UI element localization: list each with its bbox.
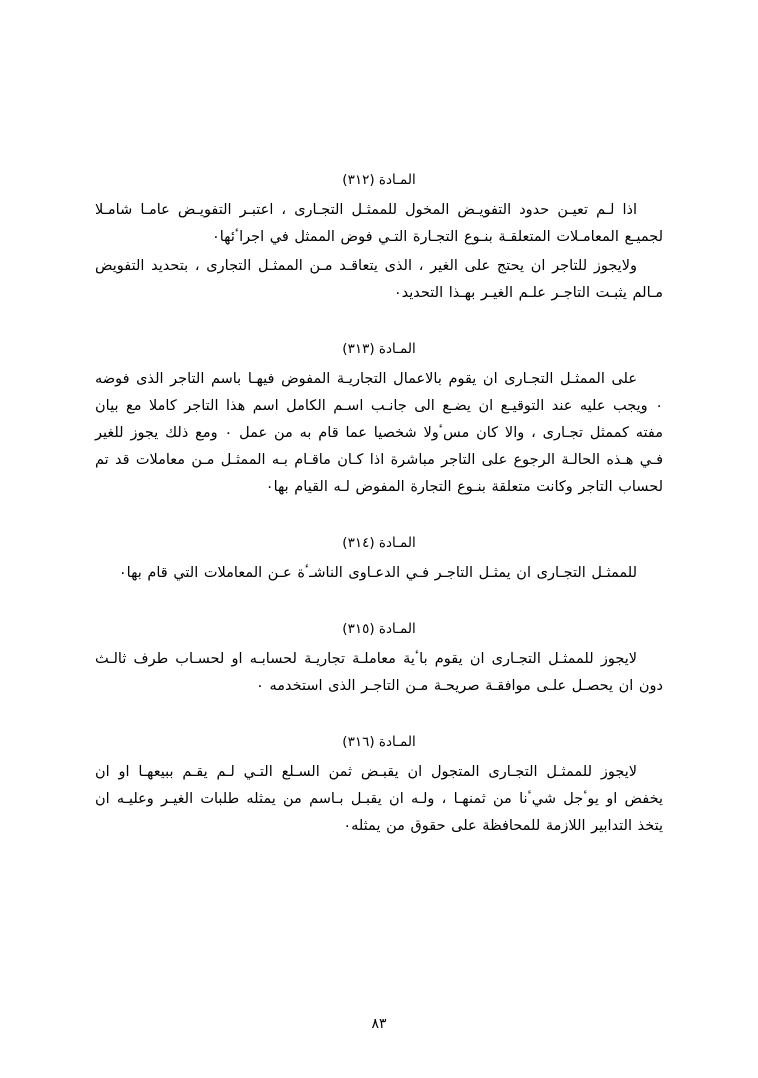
page-number: ٨٣ [371, 1016, 387, 1032]
article-paragraph: ولايجوز للتاجر ان يحتج على الغير ، الذى يتعاقـد مـن الممثـل التجارى ، بتحديد التفويض مـالم يثبـت التاجـر علـم الغيـر بهـذا التحديد٠ [95, 258, 663, 301]
article-heading: المـادة (٣١٢) [342, 172, 416, 188]
article-heading: المـادة (٣١٤) [342, 535, 416, 551]
article-paragraph: على الممثـل التجـارى ان يقوم بالاعمال التجاريـة المفوض فيهـا باسم التاجر الذى فوضه ٠ ويجب عليه عند التوقيـع ان يضـع الى جانـب اسـم الكامل اسم هذا التاجر كاملا مع بيان مفته كممثل تجـارى ، والا كان مسٴولا شخصيا عما قام به من عمل ٠ ومع ذلك يجوز للغير فـي هـذه الحالـة الرجوع على التاجر مباشرة اذا كـان ماقـام بـه الممثـل مـن معاملات قد تم لحساب التاجر وكانت متعلقة بنـوع التجارة المفوض لـه القيام بها٠ [95, 371, 663, 495]
article-paragraph: لايجوز للممثـل التجـارى المتجول ان يقبـض ثمن السـلع التـي لـم يقـم ببيعهـا او ان يخفض او يوٴجل شيٴنا من ثمنهـا ، ولـه ان يقبـل بـاسم من يمثله طلبات الغيـر وعليـه ان يتخذ التدابير اللازمة للمحافظة على حقوق من يمثله٠ [95, 764, 663, 834]
article-paragraph: لايجوز للممثـل التجـارى ان يقوم باٴية معاملـة تجاريـة لحسابـه او لحسـاب طرف ثالـث دون ان يحصـل علـى موافقـة صريحـة مـن التاجـر الذى استخدمه ٠ [95, 651, 663, 694]
article-heading: المـادة (٣١٦) [342, 734, 416, 750]
article-block [95, 621, 663, 700]
article-block [95, 172, 663, 307]
article-block [95, 734, 663, 840]
section-spacer [95, 605, 663, 621]
page-content [95, 172, 663, 858]
section-spacer [95, 718, 663, 734]
article-heading: المـادة (٣١٥) [342, 621, 416, 637]
article-heading: المـادة (٣١٣) [342, 341, 416, 357]
article-block [95, 341, 663, 501]
section-spacer [95, 325, 663, 341]
article-block [95, 535, 663, 587]
article-paragraph: للممثـل التجـارى ان يمثـل التاجـر فـي الدعـاوى الناشـٴة عـن المعاملات التي قام بها٠ [118, 565, 637, 581]
section-spacer [95, 519, 663, 535]
article-paragraph: اذا لـم تعيـن حدود التفويـض المخول للممثـل التجـارى ، اعتبـر التفويـض عامـا شامـلا لجميـع المعامـلات المتعلقـة بنـوع التجـارة التـي فوض الممثل في اجراٴئها٠ [95, 202, 663, 245]
